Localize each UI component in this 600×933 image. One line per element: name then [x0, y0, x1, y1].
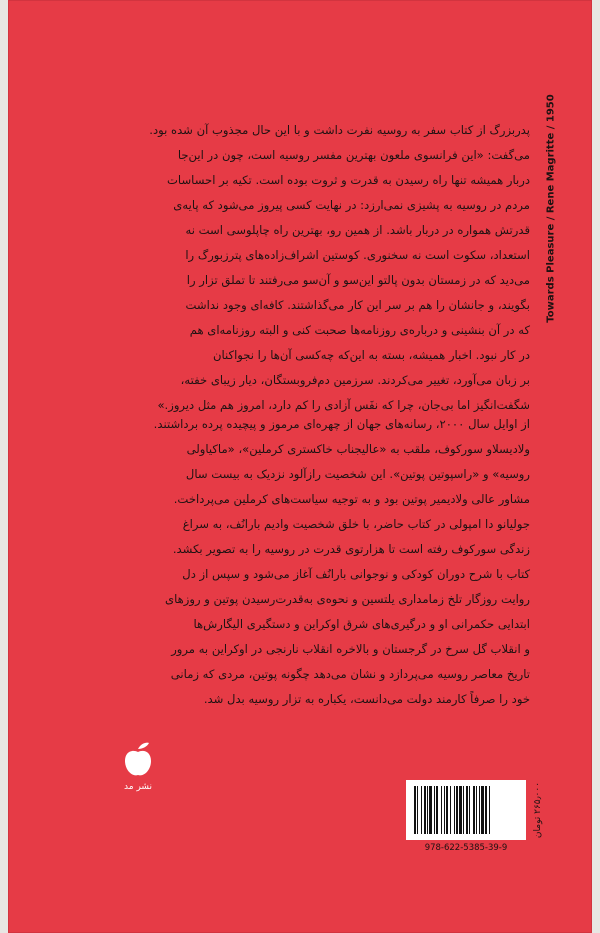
- text-line: بگویند، و جانشان را هم بر سر این کار می‌گذاشتند. کافه‌ای وجود نداشت: [185, 298, 530, 312]
- text-line: و انقلاب گل سرخ در گرجستان و بالاخره انقلاب نارنجی در اوکراین به مرور: [171, 642, 530, 656]
- barcode-bar: [427, 786, 428, 834]
- barcode-bar: [454, 786, 455, 834]
- publisher-logo: [118, 740, 158, 820]
- barcode-bar: [463, 786, 464, 834]
- barcode-bar: [481, 786, 484, 834]
- text-line: روسیه» و «راسپوتین پوتین». این شخصیت رازآلود نزدیک به بیست سال: [185, 467, 530, 481]
- text-line: مردم در روسیه به پشیزی نمی‌ارزد: در نهایت کسی پیروز می‌شود که پایه‌ی: [173, 198, 530, 212]
- barcode: [406, 780, 526, 840]
- publisher-name: نشر مد: [124, 782, 152, 792]
- text-line: می‌گفت: «این فرانسوی ملعون بهترین مفسر روسیه است، چون در این‌جا: [177, 148, 530, 162]
- text-line: در کار نبود. اخبار همیشه، بسته به این‌که چه‌کسی آن‌ها را نجواکنان: [213, 348, 530, 362]
- barcode-bar: [436, 786, 438, 834]
- isbn-number: 978-622-5385-39-9: [424, 843, 508, 853]
- text-line: جولیانو دا امپولی در کتاب حاضر، با خلق شخصیت وادیم بارانُف، به سراغ: [182, 517, 530, 531]
- barcode-bar: [444, 786, 445, 834]
- barcode-bar: [429, 786, 432, 834]
- text-line: روایت روزگار تلخ زمامداری یلتسین و نحوه‌ی به‌قدرت‌رسیدن پوتین و روزهای: [165, 592, 530, 606]
- barcode-bar: [414, 786, 416, 834]
- barcode-bar: [424, 786, 426, 834]
- barcode-bar: [485, 786, 487, 834]
- barcode-bar: [450, 786, 451, 834]
- barcode-bar: [479, 786, 480, 834]
- text-line: دربار همیشه تنها راه رسیدن به قدرت و ثروت بوده است. تکیه بر احساسات: [167, 173, 530, 187]
- series-credit-text: Towards Pleasure / Rene Magritte / 1950: [545, 93, 557, 323]
- text-line: مشاور عالی ولادیمیر پوتین بود و به توجیه سیاست‌های کرملین می‌پرداخت.: [173, 492, 530, 506]
- barcode-bar: [434, 786, 435, 834]
- text-line: استعداد، سکوت است نه سخنوری. کوستین اشراف‌زاده‌های پترزبورگ را: [185, 248, 530, 262]
- barcode-bar: [441, 786, 442, 834]
- barcode-bar: [446, 786, 448, 834]
- text-line: کتاب با شرح دوران کودکی و نوجوانی بارانُف آغاز می‌شود و سپس از دل: [182, 567, 530, 581]
- text-line: بر زبان می‌آورد، تغییر می‌کردند. سرزمین دم‌فروبستگان، دیار زیبای خفته،: [180, 373, 530, 387]
- price-label: [530, 780, 546, 840]
- text-line: پدربزرگ از کتاب سفر به روسیه نفرت داشت و با این حال مجذوب آن شده بود.: [149, 123, 530, 137]
- text-line: که در آن بنشینی و درباره‌ی روزنامه‌ها صحبت کنی و البته روزنامه‌ای هم: [189, 323, 530, 337]
- barcode-bar: [469, 786, 470, 834]
- text-line: شگفت‌انگیز اما بی‌جان، چرا که نفَس آزادی را کم دارد، امروز هم مثل دیروز.»: [157, 398, 530, 412]
- barcode-bar: [417, 786, 418, 834]
- barcode-bar: [456, 786, 458, 834]
- barcode-bar: [473, 786, 475, 834]
- back-cover: [8, 0, 592, 933]
- description-paragraph: [90, 412, 530, 712]
- text-line: از اوایل سال ۲۰۰۰، رسانه‌های جهان از چهره‌ای مرموز و پیچیده پرده برداشتند.: [153, 417, 530, 431]
- text-line: قدرتش همواره در دربار باشد. از همین رو، بهترین راه چاپلوسی است نه: [185, 223, 530, 237]
- text-line: می‌دید که در زمستان بدون پالتو این‌سو و آن‌سو می‌رفتند تا تملق تزار را: [186, 273, 530, 287]
- text-line: زندگی سورکوف رفته است تا هزارتوی قدرت در روسیه را به تصویر بکشد.: [172, 542, 530, 556]
- price-text: ۲۶۵٫۰۰۰ تومان: [533, 781, 543, 839]
- text-line: تاریخ معاصر روسیه می‌پردازد و نشان می‌دهد چگونه پوتین، مردی که زمانی: [170, 667, 530, 681]
- barcode-bars: [412, 786, 520, 834]
- barcode-bar: [476, 786, 477, 834]
- text-line: ولادیسلاو سورکوف، ملقب به «عالیجناب خاکستری کرملین»، «ماکیاولی: [186, 442, 530, 456]
- text-line: خود را صرفاً کارمند دولت می‌دانست، یکباره به تزار روسیه بدل شد.: [203, 692, 530, 706]
- series-credit: [543, 93, 559, 323]
- quote-paragraph: [90, 118, 530, 418]
- apple-leaf-icon: [123, 740, 153, 778]
- barcode-bar: [466, 786, 468, 834]
- text-line: ابتدایی حکمرانی او و درگیری‌های شرق اوکراین و دستگیری الیگارش‌ها: [193, 617, 530, 631]
- barcode-bar: [489, 786, 490, 834]
- barcode-bar: [421, 786, 422, 834]
- barcode-bar: [459, 786, 462, 834]
